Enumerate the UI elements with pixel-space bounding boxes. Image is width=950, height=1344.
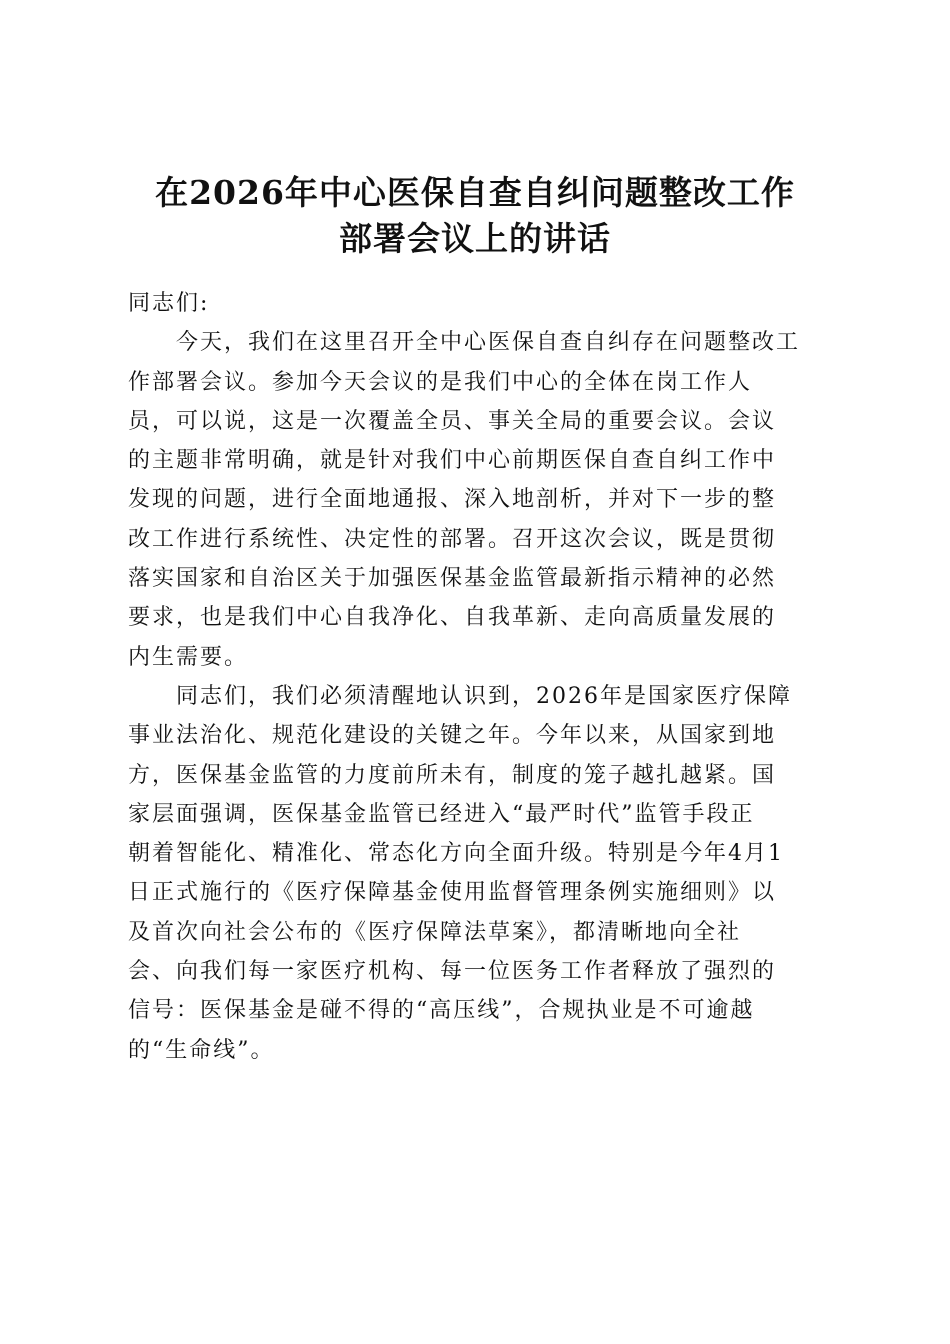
speech-title: [100, 170, 850, 262]
title-line-1: 在2026年中心医保自查自纠问题整改工作: [155, 173, 795, 212]
body-line: 改工作进行系统性、决定性的部署。召开这次会议，既是贯彻: [128, 526, 777, 552]
body-line: 的“生命线”。: [128, 1037, 275, 1063]
body-line: 同志们，我们必须清醒地认识到，2026年是国家医疗保障: [128, 683, 792, 709]
body-line: 朝着智能化、精准化、常态化方向全面升级。特别是今年4月1: [128, 841, 784, 867]
body-line: 日正式施行的《医疗保障基金使用监督管理条例实施细则》以: [128, 880, 777, 906]
body-line: 作部署会议。参加今天会议的是我们中心的全体在岗工作人: [128, 369, 753, 395]
body-line: 信号：医保基金是碰不得的“高压线”，合规执业是不可逾越: [128, 998, 755, 1024]
salutation: 同志们:: [128, 291, 210, 316]
body-line: 落实国家和自治区关于加强医保基金监管最新指示精神的必然: [128, 566, 777, 592]
body-line: 今天，我们在这里召开全中心医保自查自纠存在问题整改工: [128, 330, 801, 356]
body-line: 事业法治化、规范化建设的关键之年。今年以来，从国家到地: [128, 723, 777, 749]
body-line: 的主题非常明确，就是针对我们中心前期医保自查自纠工作中: [128, 448, 777, 474]
body-line: 家层面强调，医保基金监管已经进入“最严时代”监管手段正: [128, 801, 755, 827]
body-line: 及首次向社会公布的《医疗保障法草案》，都清晰地向全社: [128, 919, 742, 945]
body-line: 方，医保基金监管的力度前所未有，制度的笼子越扎越紧。国: [128, 762, 777, 788]
body-line: 要求，也是我们中心自我净化、自我革新、走向高质量发展的: [128, 605, 777, 631]
body-line: 员，可以说，这是一次覆盖全员、事关全局的重要会议。会议: [128, 408, 777, 434]
body-line: 发现的问题，进行全面地通报、深入地剖析，并对下一步的整: [128, 487, 777, 513]
speech-body: [128, 284, 820, 1070]
body-line: 会、向我们每一家医疗机构、每一位医务工作者释放了强烈的: [128, 959, 777, 985]
title-line-2: 部署会议上的讲话: [339, 219, 611, 258]
body-line: 内生需要。: [128, 644, 249, 670]
